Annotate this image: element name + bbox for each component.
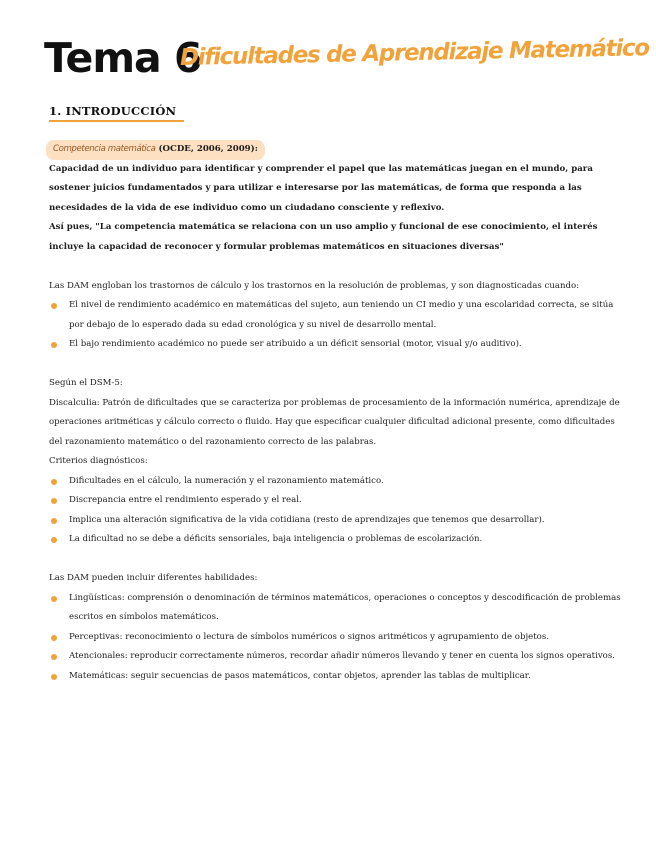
page-header (44, 30, 650, 86)
dam-list (49, 296, 621, 355)
bullet-icon (51, 342, 57, 348)
dsm-text: Discalculia: Patrón de dificultades que se caracteriza por problemas de procesamiento de la información numérica, aprendizaje de operaciones aritméticas y cálculo correcto o fluido. Hay que especificar cualquier dificultad adicional presente, como dificultades del razonamiento matemático o del razonamiento correcto de las palabras. (49, 397, 620, 447)
criteria-label: Criterios diagnósticos: (49, 456, 148, 466)
list-item: El nivel de rendimiento académico en matemáticas del sujeto, aun teniendo un CI medio y una escolaridad correcta, se sitúa por debajo de lo esperado dada su edad cronológica y su nivel de desarrollo mental. (49, 296, 621, 335)
bullet-icon (51, 498, 57, 504)
bullet-icon (51, 654, 57, 660)
tema-subtitle: Dificultades de Aprendizaje Matemático (179, 35, 650, 71)
list-item: Perceptivas: reconocimiento o lectura de símbolos numéricos o signos aritméticos y agrupamiento de objetos. (49, 628, 621, 648)
competencia-heading (49, 140, 621, 160)
criteria-list (49, 472, 621, 550)
competencia-cite: (OCDE, 2006, 2009): (155, 144, 258, 154)
bullet-icon (51, 518, 57, 524)
list-item: Matemáticas: seguir secuencias de pasos matemáticos, contar objetos, aprender las tablas de multiplicar. (49, 667, 621, 687)
section-title: 1. INTRODUCCIÓN (49, 104, 177, 118)
competencia-quote: Así pues, "La competencia matemática se relaciona con un uso amplio y funcional de ese conocimiento, el interés incluye la capacidad de reconocer y formular problemas matemáticos en situaciones diversas" (49, 222, 598, 252)
list-item: Lingüísticas: comprensión o denominación de términos matemáticos, operaciones o conceptos y descodificación de problemas escritos en símbolos matemáticos. (49, 589, 621, 628)
bullet-icon (51, 537, 57, 543)
list-item: Implica una alteración significativa de la vida cotidiana (resto de aprendizajes que tenemos que desarrollar). (49, 511, 621, 531)
competencia-highlight (46, 140, 265, 160)
tema-title: Tema 6 (44, 34, 202, 82)
bullet-icon (51, 635, 57, 641)
bullet-icon (51, 479, 57, 485)
section-underline (49, 120, 184, 122)
bullet-icon (51, 303, 57, 309)
competencia-label: Competencia matemática (53, 144, 156, 154)
competencia-definition: Capacidad de un individuo para identificar y comprender el papel que las matemáticas juegan en el mundo, para sostener juicios fundamentados y para utilizar e interesarse por las matemáticas, de forma que responda a las necesidades de la vida de ese individuo como un ciudadano consciente y reflexivo. (49, 163, 593, 213)
bullet-icon (51, 596, 57, 602)
list-item: Atencionales: reproducir correctamente números, recordar añadir números llevando y tener en cuenta los signos operativos. (49, 647, 621, 667)
dsm-heading: Según el DSM-5: (49, 378, 123, 388)
dam-intro: Las DAM engloban los trastornos de cálculo y los trastornos en la resolución de problemas, y son diagnosticadas cuando: (49, 280, 580, 291)
habilidades-intro: Las DAM pueden incluir diferentes habilidades: (49, 573, 258, 583)
habilidades-list (49, 589, 621, 687)
list-item: Dificultades en el cálculo, la numeración y el razonamiento matemático. (49, 472, 621, 492)
list-item: El bajo rendimiento académico no puede ser atribuido a un déficit sensorial (motor, visual y/o auditivo). (49, 335, 621, 355)
document-body (49, 140, 621, 686)
bullet-icon (51, 674, 57, 680)
list-item: La dificultad no se debe a déficits sensoriales, baja inteligencia o problemas de escolarización. (49, 530, 621, 550)
list-item: Discrepancia entre el rendimiento esperado y el real. (49, 491, 621, 511)
